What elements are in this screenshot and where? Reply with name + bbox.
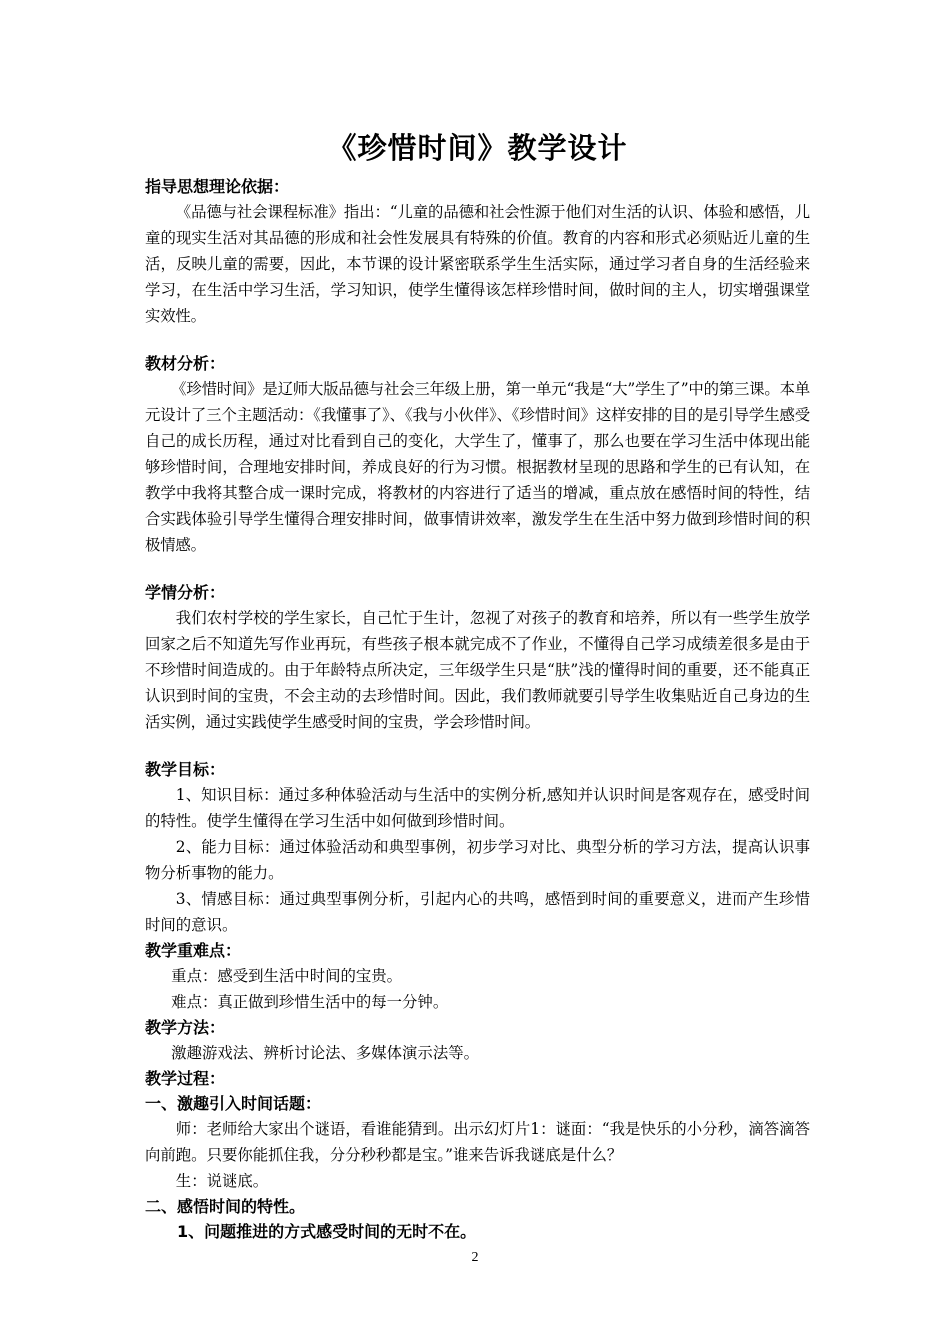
section-heading-material: 教材分析： (145, 354, 226, 373)
step1-heading: 一、激趣引入时间话题： (145, 1094, 322, 1113)
section-heading-process: 教学过程： (145, 1069, 226, 1088)
section-heading-students: 学情分析： (145, 583, 226, 602)
paragraph-guiding: 《品德与社会课程标准》指出：“儿童的品德和社会性源于他们对生活的认识、体验和感悟，儿童的现实生活对其品德的形成和社会性发展具有特殊的价值。教育的内容和形式必须贴近儿童的生活，反映儿童的需要，因此，本节课的设计紧密联系学生生活实际，通过学习者自身的生活经验来学习，在生活中学习生活，学习知识，使学生懂得该怎样珍惜时间，做时间的主人，切实增强课堂实效性。 (145, 203, 810, 325)
section-heading-methods: 教学方法： (145, 1018, 226, 1037)
section-heading-goals: 教学目标： (145, 760, 226, 779)
keypoint-difficulty: 难点：真正做到珍惜生活中的每一分钟。 (171, 993, 449, 1011)
step2-subheading: 1、问题推进的方式感受时间的无时不在。 (177, 1222, 477, 1241)
document-body (145, 128, 810, 1244)
paragraph-methods: 激趣游戏法、辨析讨论法、多媒体演示法等。 (171, 1044, 479, 1062)
goal-ability: 2、能力目标：通过体验活动和典型事例，初步学习对比、典型分析的学习方法，提高认识事物分析事物的能力。 (145, 838, 810, 882)
step2-heading: 二、感悟时间的特性。 (145, 1197, 306, 1216)
paragraph-students: 我们农村学校的学生家长，自己忙于生计，忽视了对孩子的教育和培养，所以有一些学生放学回家之后不知道先写作业再玩，有些孩子根本就完成不了作业，不懂得自己学习成绩差很多是由于不珍惜时间造成的。由于年龄特点所决定，三年级学生只是“肤”浅的懂得时间的重要，还不能真正认识到时间的宝贵，不会主动的去珍惜时间。因此，我们教师就要引导学生收集贴近自己身边的生活实例，通过实践使学生感受时间的宝贵，学会珍惜时间。 (145, 609, 810, 731)
page-number: 2 (471, 1250, 479, 1265)
section-heading-guiding: 指导思想理论依据： (145, 177, 290, 196)
section-heading-keypoints: 教学重难点： (145, 941, 242, 960)
document-title: 《珍惜时间》教学设计 (327, 131, 628, 165)
goal-knowledge: 1、知识目标：通过多种体验活动与生活中的实例分析,感知并认识时间是客观存在，感受时间的特性。使学生懂得在学习生活中如何做到珍惜时间。 (145, 786, 810, 830)
paragraph-material: 《珍惜时间》是辽师大版品德与社会三年级上册，第一单元“我是“大”学生了”中的第三课。本单元设计了三个主题活动：《我懂事了》、《我与小伙伴》、《珍惜时间》这样安排的目的是引导学生感受自己的成长历程，通过对比看到自己的变化，大学生了，懂事了，那么也要在学习生活中体现出能够珍惜时间，合理地安排时间，养成良好的行为习惯。根据教材呈现的思路和学生的已有认知，在教学中我将其整合成一课时完成，将教材的内容进行了适当的增减，重点放在感悟时间的特性，结合实践体验引导学生懂得合理安排时间，做事情讲效率，激发学生在生活中努力做到珍惜时间的积极情感。 (145, 380, 810, 554)
step1-teacher-line: 师：老师给大家出个谜语，看谁能猜到。出示幻灯片1：谜面：“我是快乐的小分秒，滴答滴答向前跑。只要你能抓住我，分分秒秒都是宝。”谁来告诉我谜底是什么？ (145, 1120, 810, 1164)
goal-emotion: 3、情感目标：通过典型事例分析，引起内心的共鸣，感悟到时间的重要意义，进而产生珍惜时间的意识。 (145, 890, 810, 934)
keypoint-focus: 重点：感受到生活中时间的宝贵。 (171, 967, 403, 985)
step1-student-line: 生：说谜底。 (175, 1172, 269, 1190)
